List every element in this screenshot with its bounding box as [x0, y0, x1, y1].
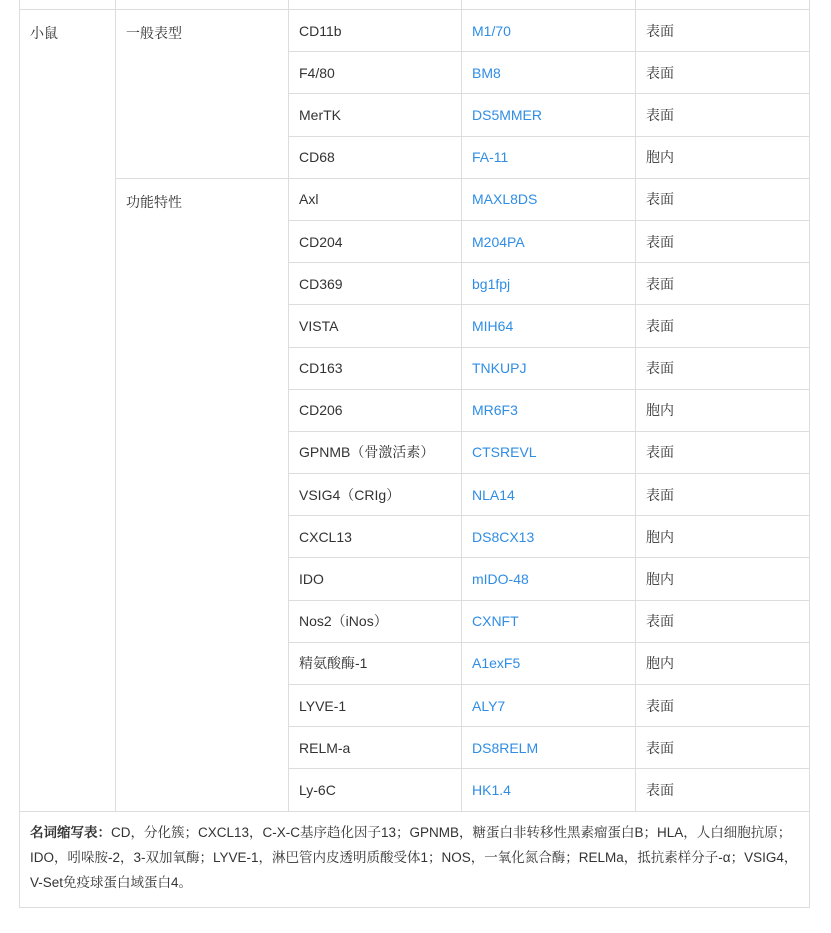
marker-cell-text: CD369	[299, 275, 343, 292]
table-row	[20, 178, 810, 220]
clone-link-text[interactable]: NLA14	[472, 486, 515, 503]
marker-cell-text: CD11b	[299, 22, 342, 39]
marker-cell-text: VSIG4（CRIg）	[299, 486, 401, 503]
clone-link[interactable]	[462, 52, 636, 94]
location-cell-text: 表面	[646, 191, 674, 208]
clone-link[interactable]	[462, 305, 636, 347]
marker-cell	[289, 136, 462, 178]
clone-link[interactable]	[462, 136, 636, 178]
species-cell-text: 小鼠	[30, 25, 58, 41]
location-cell	[636, 727, 810, 769]
marker-cell-text: 精氨酸酶-1	[299, 655, 368, 672]
table-row	[20, 10, 810, 52]
location-cell	[636, 769, 810, 811]
footnote	[20, 811, 810, 907]
location-cell	[636, 474, 810, 516]
clone-link[interactable]	[462, 516, 636, 558]
marker-cell	[289, 220, 462, 262]
clone-link-text[interactable]: A1exF5	[472, 655, 521, 672]
location-cell-text: 表面	[646, 106, 674, 123]
marker-cell	[289, 769, 462, 811]
marker-cell-text: RELM-a	[299, 739, 351, 756]
table-row-partial	[20, 0, 810, 10]
clone-link-text[interactable]: MAXL8DS	[472, 191, 538, 208]
marker-cell	[289, 431, 462, 473]
marker-cell-text: CD68	[299, 149, 335, 166]
location-cell	[636, 178, 810, 220]
clone-link-text[interactable]: CXNFT	[472, 613, 519, 630]
clone-link-text[interactable]: MR6F3	[472, 402, 518, 419]
location-cell-text: 表面	[646, 739, 674, 756]
location-cell	[636, 10, 810, 52]
marker-cell-text: GPNMB（骨激活素）	[299, 444, 435, 461]
marker-cell-text: MerTK	[299, 106, 341, 123]
marker-cell-text: CXCL13	[299, 528, 352, 545]
clone-link-text[interactable]: mIDO-48	[472, 571, 529, 588]
clone-link-text[interactable]: M204PA	[472, 233, 525, 250]
marker-cell-text: CD206	[299, 402, 343, 419]
location-cell	[636, 263, 810, 305]
clone-link[interactable]	[462, 642, 636, 684]
marker-cell-text: IDO	[299, 571, 324, 588]
location-cell-text: 表面	[646, 233, 674, 250]
clone-link[interactable]	[462, 178, 636, 220]
clone-link-text[interactable]: DS8RELM	[472, 739, 539, 756]
location-cell-text: 表面	[646, 360, 674, 377]
marker-cell-text: Ly-6C	[299, 781, 336, 798]
marker-cell	[289, 305, 462, 347]
location-cell-text: 胞内	[646, 528, 674, 545]
marker-cell	[289, 263, 462, 305]
marker-cell-text: VISTA	[299, 317, 339, 334]
marker-cell	[289, 474, 462, 516]
group-cell	[116, 178, 289, 811]
location-cell-text: 表面	[646, 22, 674, 39]
location-cell-text: 表面	[646, 697, 674, 714]
clone-link[interactable]	[462, 220, 636, 262]
location-cell-text: 表面	[646, 64, 674, 81]
location-cell	[636, 685, 810, 727]
marker-cell	[289, 10, 462, 52]
location-cell	[636, 220, 810, 262]
marker-cell	[289, 600, 462, 642]
location-cell-text: 胞内	[646, 149, 674, 166]
location-cell	[636, 389, 810, 431]
clone-link-text[interactable]: TNKUPJ	[472, 360, 527, 377]
clone-link-text[interactable]: CTSREVL	[472, 444, 537, 461]
marker-cell-text: Axl	[299, 191, 319, 208]
location-cell-text: 表面	[646, 275, 674, 292]
group-cell	[116, 10, 289, 179]
clone-link[interactable]	[462, 600, 636, 642]
group-cell-text: 一般表型	[126, 25, 182, 41]
clone-link-text[interactable]: HK1.4	[472, 781, 511, 798]
clone-link-text[interactable]: M1/70	[472, 22, 511, 39]
marker-cell-text: Nos2（iNos）	[299, 613, 388, 630]
clone-link[interactable]	[462, 347, 636, 389]
clone-link[interactable]	[462, 769, 636, 811]
clone-link[interactable]	[462, 431, 636, 473]
marker-cell-text: F4/80	[299, 64, 335, 81]
clone-link-text[interactable]: DS8CX13	[472, 528, 535, 545]
marker-cell-text: CD204	[299, 233, 343, 250]
location-cell	[636, 347, 810, 389]
clone-link[interactable]	[462, 558, 636, 600]
clone-link[interactable]	[462, 263, 636, 305]
location-cell	[636, 94, 810, 136]
marker-cell	[289, 94, 462, 136]
location-cell	[636, 305, 810, 347]
marker-cell-text: LYVE-1	[299, 697, 347, 714]
footnote-row	[20, 811, 810, 907]
location-cell-text: 表面	[646, 486, 674, 503]
marker-cell	[289, 178, 462, 220]
clone-link-text[interactable]: ALY7	[472, 697, 506, 714]
marker-table	[19, 0, 810, 908]
clone-link[interactable]	[462, 10, 636, 52]
location-cell	[636, 52, 810, 94]
clone-link[interactable]	[462, 727, 636, 769]
marker-cell	[289, 389, 462, 431]
clone-link[interactable]	[462, 389, 636, 431]
marker-cell	[289, 516, 462, 558]
marker-cell	[289, 347, 462, 389]
clone-link-text[interactable]: MIH64	[472, 317, 514, 334]
clone-link-text[interactable]: FA-11	[472, 149, 509, 166]
location-cell	[636, 516, 810, 558]
location-cell	[636, 431, 810, 473]
species-cell	[20, 10, 116, 812]
location-cell	[636, 642, 810, 684]
marker-cell-text: CD163	[299, 360, 343, 377]
marker-cell	[289, 642, 462, 684]
marker-cell	[289, 558, 462, 600]
clone-link-text[interactable]: DS5MMER	[472, 106, 543, 123]
location-cell	[636, 136, 810, 178]
location-cell-text: 表面	[646, 317, 674, 334]
clone-link[interactable]	[462, 474, 636, 516]
clone-link[interactable]	[462, 685, 636, 727]
clone-link[interactable]	[462, 94, 636, 136]
marker-cell	[289, 685, 462, 727]
location-cell	[636, 600, 810, 642]
marker-cell	[289, 727, 462, 769]
location-cell-text: 胞内	[646, 402, 674, 419]
location-cell-text: 表面	[646, 444, 674, 461]
group-cell-text: 功能特性	[126, 193, 182, 210]
footnote-text: CD，分化簇；CXCL13，C-X-C基序趋化因子13；GPNMB，糖蛋白非转移性黑素瘤蛋白B；HLA，人白细胞抗原；IDO，吲哚胺-2，3-双加氧酶；LYVE-1，淋巴管内皮透明质酸受体1；NOS，一氧化氮合酶；RELMa，抵抗素样分子-α；VSIG4，V-Set免疫球蛋白域蛋白4。	[30, 824, 798, 890]
footnote-label: 名词缩写表：	[30, 824, 111, 840]
location-cell-text: 胞内	[646, 571, 674, 588]
location-cell	[636, 558, 810, 600]
clone-link-text[interactable]: bg1fpj	[472, 275, 511, 292]
location-cell-text: 表面	[646, 781, 674, 798]
location-cell-text: 表面	[646, 613, 674, 630]
marker-cell	[289, 52, 462, 94]
clone-link-text[interactable]: BM8	[472, 64, 501, 81]
location-cell-text: 胞内	[646, 655, 674, 672]
